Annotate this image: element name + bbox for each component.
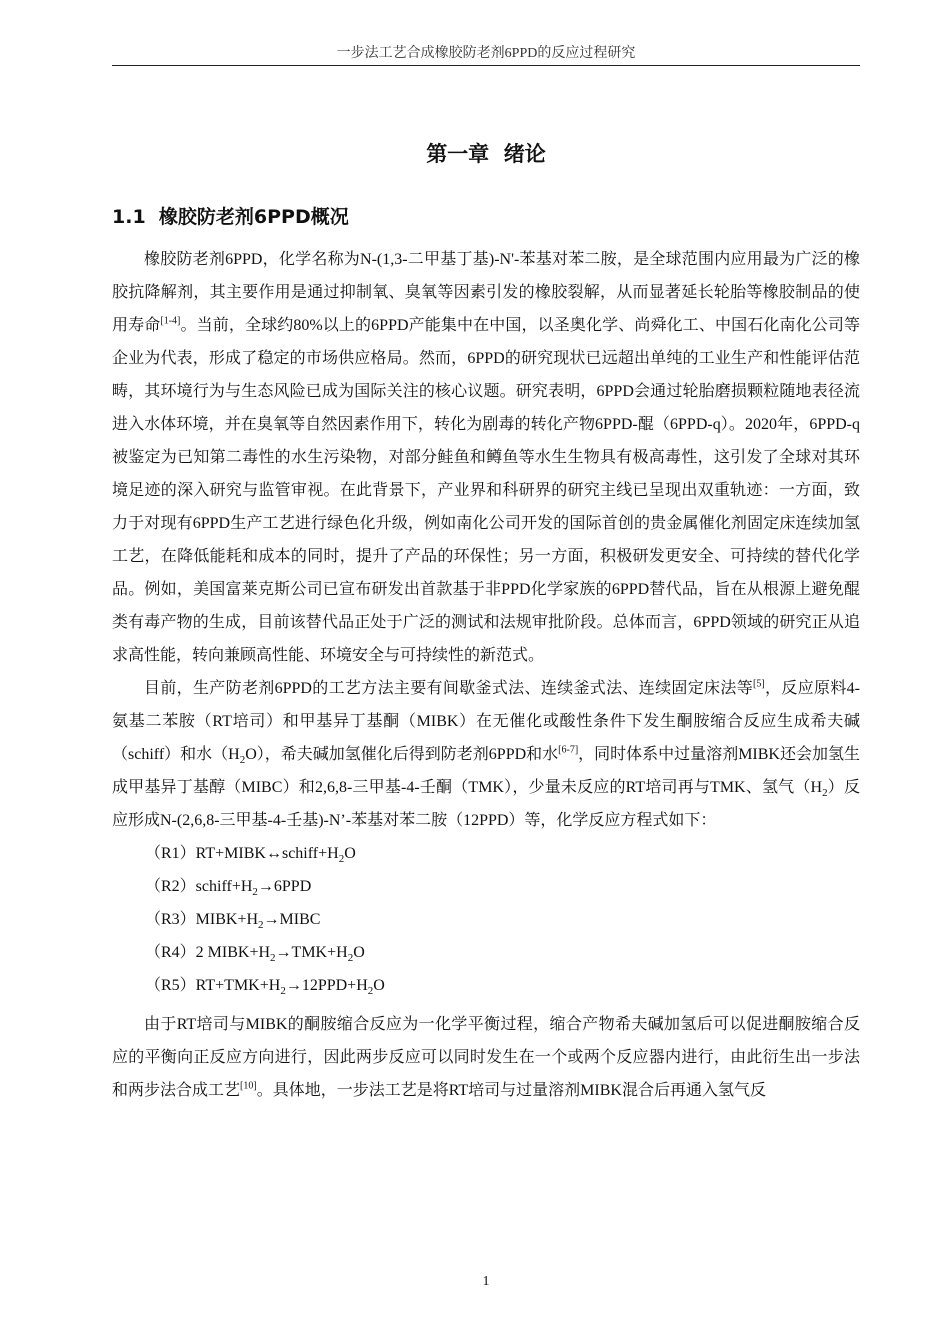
- equation-text: →TMK+H: [275, 944, 348, 961]
- subscript: 2: [239, 754, 246, 767]
- equation-text: O: [373, 977, 385, 994]
- equation-text: →6PPD: [257, 878, 312, 895]
- body-text: [112, 243, 860, 1107]
- equation-r3: [112, 903, 860, 936]
- paragraph-text: 橡胶防老剂6PPD，化学名称为N-(1,3-二甲基丁基)-N'-苯基对苯二胺，是全球范围内应用最为广泛的橡胶抗降解剂，其主要作用是通过抑制氧、臭氧等因素引发的橡胶裂解，从而显著延长轮胎等橡胶制品的使用寿命: [112, 251, 860, 334]
- citation: [1-4]: [160, 315, 181, 327]
- paragraph-text: ，同时体系中过量溶剂MIBK还会加氢生成甲基异丁基醇（MIBC）和2,6,8-三甲基-4-壬酮（TMK），少量未反应的RT培司再与TMK、氢气（H: [112, 746, 860, 796]
- subscript: 2: [367, 985, 374, 998]
- paragraph-text: 目前，生产防老剂6PPD的工艺方法主要有间歇釜式法、连续釜式法、连续固定床法等: [144, 680, 754, 697]
- equation-text: （R5）RT+TMK+H: [145, 977, 281, 994]
- subscript: 2: [270, 952, 276, 965]
- equation-text: （R2）schiff+H: [145, 878, 253, 895]
- subscript: 2: [338, 853, 345, 866]
- equation-text: （R3）MIBK+H: [145, 911, 259, 928]
- paragraph-process: [112, 672, 860, 837]
- equation-text: →12PPD+H: [285, 977, 368, 994]
- subscript: 2: [347, 952, 354, 965]
- equation-text: （R4）2 MIBK+H: [145, 944, 271, 961]
- equation-r5: [112, 969, 860, 1002]
- chapter-title: 第一章 绪论: [426, 142, 546, 166]
- subscript: 2: [258, 919, 264, 932]
- paragraph-text: ，反应原料4-氨基二苯胺（RT培司）和甲基异丁基酮（MIBK）在无催化或酸性条件下发生酮胺缩合反应生成希夫碱（schiff）和水（H: [112, 680, 860, 763]
- section-title: 1.1 橡胶防老剂6PPD概况: [112, 206, 349, 228]
- citation: [10]: [240, 1080, 257, 1092]
- subscript: 2: [252, 886, 258, 899]
- paragraph-text: 。当前，全球约80%以上的6PPD产能集中在中国，以圣奥化学、尚舜化工、中国石化南化公司等企业为代表，形成了稳定的市场供应格局。然而，6PPD的研究现状已远超出单纯的工业生产和性能评估范畴，其环境行为与生态风险已成为国际关注的核心议题。研究表明，6PPD会通过轮胎磨损颗粒随地表径流进入水体环境，并在臭氧等自然因素作用下，转化为剧毒的转化产物6PPD-醌（6PPD-q）。2020年，6PPD-q被鉴定为已知第二毒性的水生污染物，对部分鲑鱼和鳟鱼等水生生物具有极高毒性，这引发了全球对其环境足迹的深入研究与监管审视。在此背景下，产业界和科研界的研究主线已呈现出双重轨迹：一方面，致力于对现有6PPD生产工艺进行绿色化升级，例如南化公司开发的国际首创的贵金属催化剂固定床连续加氢工艺，在降低能耗和成本的同时，提升了产品的环保性；另一方面，积极研发更安全、可持续的替代化学品。例如，美国富莱克斯公司已宣布研发出首款基于非PPD化学家族的6PPD替代品，旨在从根源上避免醌类有毒产物的生成，目前该替代品正处于广泛的测试和法规审批阶段。总体而言，6PPD领域的研究正从追求高性能，转向兼顾高性能、环境安全与可持续性的新范式。: [112, 317, 860, 664]
- paragraph-text: 。具体地，一步法工艺是将RT培司与过量溶剂MIBK混合后再通入氢气反: [256, 1082, 766, 1099]
- equation-r1: [112, 837, 860, 870]
- equation-r4: [112, 936, 860, 969]
- paragraph-overview: [112, 243, 860, 672]
- paragraph-text: 由于RT培司与MIBK的酮胺缩合反应为一化学平衡过程，缩合产物希夫碱加氢后可以促进酮胺缩合反应的平衡向正反应方向进行，因此两步反应可以同时发生在一个或两个反应器内进行，由此衍生出一步法和两步法合成工艺: [112, 1016, 860, 1099]
- running-header: 一步法工艺合成橡胶防老剂6PPD的反应过程研究: [336, 46, 636, 61]
- subscript: 2: [822, 787, 828, 800]
- citation: [5]: [753, 678, 765, 690]
- equation-text: O: [344, 845, 356, 862]
- header-divider: [112, 65, 860, 66]
- subscript: 2: [280, 985, 286, 998]
- page-number: 1: [482, 1274, 490, 1289]
- paragraph-one-step: [112, 1008, 860, 1107]
- paragraph-text: ）反应形成N-(2,6,8-三甲基-4-壬基)-N’-苯基对苯二胺（12PPD）等，化学反应方程式如下：: [112, 779, 860, 829]
- citation: [6-7]: [558, 744, 579, 756]
- equation-text: →MIBC: [263, 911, 321, 928]
- equation-text: O: [353, 944, 365, 961]
- equation-text: （R1）RT+MIBK↔schiff+H: [145, 845, 339, 862]
- equation-r2: [112, 870, 860, 903]
- paragraph-text: O），希夫碱加氢催化后得到防老剂6PPD和水: [245, 746, 559, 763]
